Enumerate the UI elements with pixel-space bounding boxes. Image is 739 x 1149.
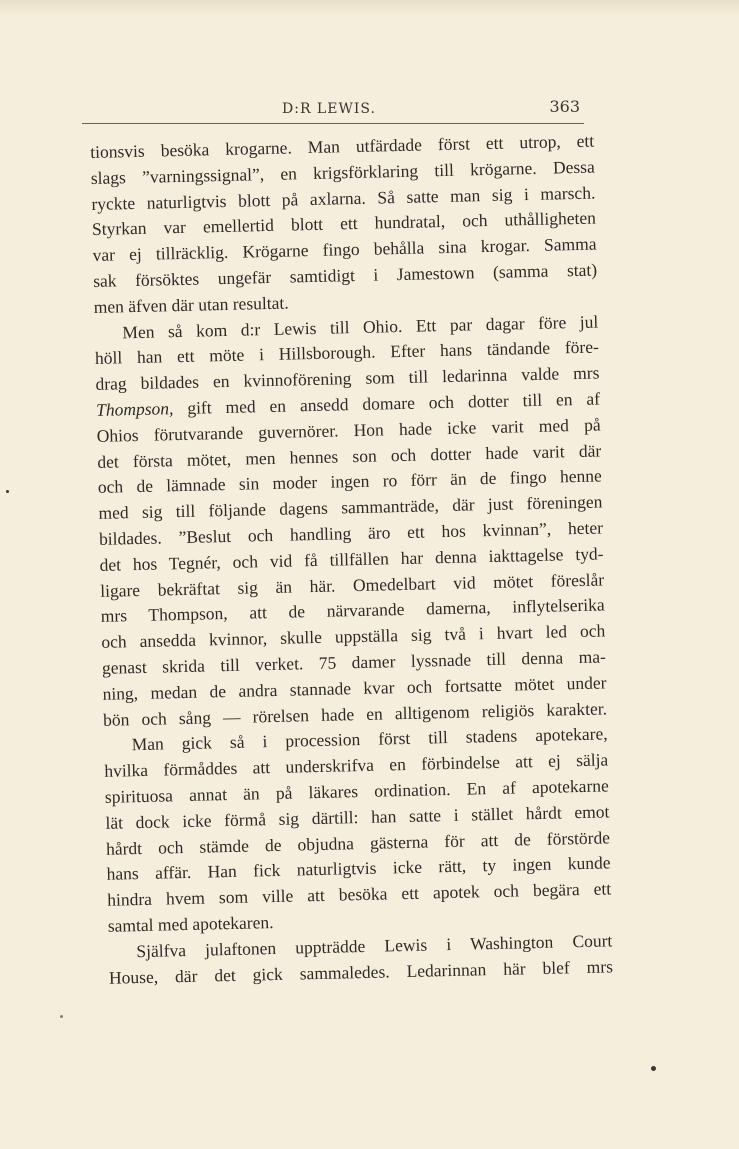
- paper-speck: [651, 1066, 656, 1071]
- text-line: det hos Tegnér, och vid få tillfällen har denna iakttagelse tyd-: [99, 543, 604, 575]
- running-head: D:R LEWIS.: [282, 101, 376, 117]
- text-line: mrs Thompson, att de närvarande damerna, inflytelserika: [100, 594, 605, 627]
- body-text: [90, 129, 613, 992]
- text-line: bön och sång — rörelsen hade en alltigenom religiös karakter.: [102, 697, 608, 730]
- text-line: drag bildades en kvinnoförening som till ledarinna valde mrs: [95, 362, 600, 395]
- text-line: det första mötet, men hennes son och dotter hade varit där: [97, 440, 602, 472]
- text-line: ning, medan de andra stannade kvar och fortsatte mötet under: [102, 672, 607, 704]
- text-line: House, där det gick sammaledes. Ledarinnan här blef mrs: [108, 955, 614, 988]
- text-line: Man gick så i procession först till stadens apotekare,: [131, 723, 608, 755]
- page-header: [82, 97, 584, 124]
- text-line: Styrkan var emellertid blott ett hundratal, och uthålligheten: [91, 207, 597, 240]
- text-line: Men så kom d:r Lewis till Ohio. Ett par dagar före jul: [122, 311, 599, 342]
- text-line: var ej tillräcklig. Krögarne fingo behålla sina krogar. Samma: [92, 233, 597, 266]
- text-line: sak försöktes ungefär samtidigt i Jamestown (samma stat): [92, 259, 598, 291]
- text-line: och ansedda kvinnor, skulle uppställa sig två i hvart led och: [101, 620, 606, 653]
- text-line: Ohios förutvarande guvernörer. Hon hade icke varit med på: [96, 414, 601, 446]
- text-line: lät dock icke förmå sig därtill: han satte i stället hårdt emot: [105, 801, 610, 833]
- italic-name: Thompson,: [95, 398, 174, 420]
- text-line: och de lämnade sin moder ingen ro förr än de fingo henne: [97, 465, 602, 498]
- text-line: höll han ett möte i Hillsborough. Efter hans tändande före-: [94, 336, 600, 369]
- text-line: slags ”varningssignal”, en krigsförklaring till krögarne. Dessa: [90, 156, 595, 188]
- text-line: samtal med apotekaren.: [107, 911, 274, 936]
- text-line: Själfva julaftonen uppträdde Lewis i Washington Court: [136, 930, 613, 961]
- text-line: hans affär. Han fick naturligtvis icke rätt, ty ingen kunde: [106, 852, 611, 885]
- text-line: hvilka förmåddes att underskrifva en förbindelse att ej sälja: [104, 749, 609, 781]
- text-line: spirituosa annat än på läkares ordination. En af apotekarne: [104, 775, 610, 807]
- paper-speck: [6, 490, 9, 493]
- text-line: med sig till följande dagens sammanträde, där just föreningen: [98, 491, 603, 524]
- text-line: genast skrida till verket. 75 damer lyssnade till denna ma-: [101, 646, 607, 678]
- text-line: men äfven där utan resultat.: [93, 292, 289, 317]
- text-line: hårdt och stämde de objudna gästerna för att de förstörde: [105, 826, 611, 859]
- text-line: ryckte naturligtvis blott på axlarna. Så satte man sig i marsch.: [91, 182, 596, 214]
- text-line: hindra hvem som ville att besöka ett apotek och begära ett: [107, 878, 612, 910]
- text-line: bildades. ”Beslut och handling äro ett hos kvinnan”, heter: [98, 517, 604, 549]
- text-fragment: gift med en ansedd domare och dotter till en af: [173, 388, 601, 419]
- paper-speck: [60, 1015, 63, 1018]
- text-line: tionsvis besöka krogarne. Man utfärdade först ett utrop, ett: [90, 130, 595, 162]
- page-number: 363: [549, 97, 580, 116]
- text-line: ligare bekräftat sig än här. Omedelbart vid mötet föreslår: [99, 568, 605, 601]
